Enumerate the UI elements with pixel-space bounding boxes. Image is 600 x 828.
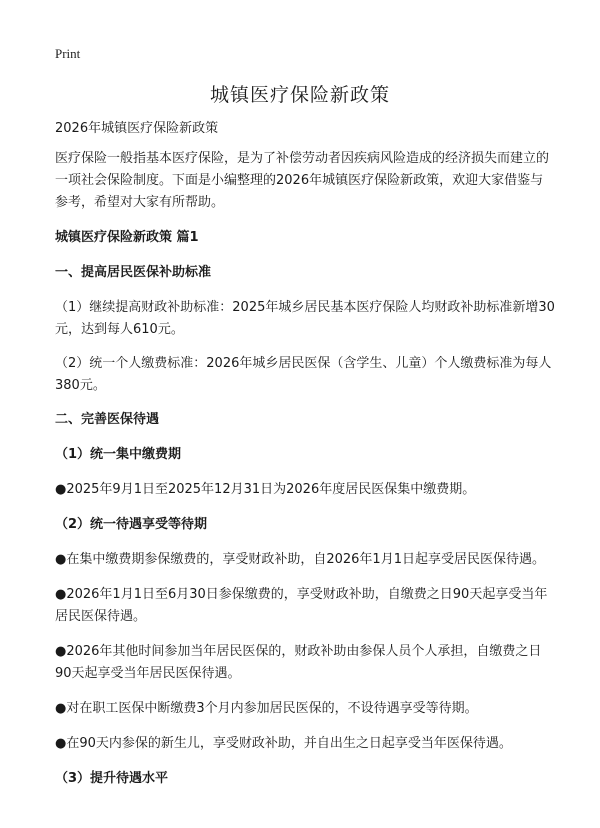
paragraph: （2）统一个人缴费标准：2026年城乡居民医保（含学生、儿童）个人缴费标准为每人380元。 (55, 356, 552, 393)
subsection-heading: （3）提升待遇水平 (55, 771, 169, 786)
paragraph: （1）继续提高财政补助标准：2025年城乡居民基本医疗保险人均财政补助标准新增30元，达到每人610元。 (55, 300, 555, 337)
bullet-item: ●2025年9月1日至2025年12月31日为2026年度居民医保集中缴费期。 (55, 482, 476, 497)
bullet-item: ●2026年1月1日至6月30日参保缴费的，享受财政补助，自缴费之日90天起享受当年居民医保待遇。 (55, 587, 548, 624)
article-heading: 城镇医疗保险新政策 篇1 (55, 230, 199, 245)
page-title: 城镇医疗保险新政策 (209, 84, 390, 106)
bullet-item: ●对在职工医保中断缴费3个月内参加居民医保的，不设待遇享受等待期。 (55, 701, 478, 716)
bullet-item: ●在90天内参保的新生儿，享受财政补助，并自出生之日起享受当年医保待遇。 (55, 736, 512, 751)
article-body (55, 118, 555, 803)
section-heading: 二、完善医保待遇 (55, 412, 160, 427)
bullet-item: ●2026年其他时间参加当年居民医保的，财政补助由参保人员个人承担，自缴费之日90天起享受当年居民医保待遇。 (55, 644, 542, 681)
article-subtitle: 2026年城镇医疗保险新政策 (55, 121, 219, 136)
subsection-heading: （2）统一待遇享受等待期 (55, 517, 208, 532)
intro-paragraph: 医疗保险一般指基本医疗保险，是为了补偿劳动者因疾病风险造成的经济损失而建立的一项社会保险制度。下面是小编整理的2026年城镇医疗保险新政策，欢迎大家借鉴与参考，希望对大家有所帮助。 (55, 151, 550, 210)
section-heading: 一、提高居民医保补助标准 (55, 265, 212, 280)
print-link[interactable]: Print (55, 46, 81, 61)
bullet-item: ●在集中缴费期参保缴费的，享受财政补助，自2026年1月1日起享受居民医保待遇。 (55, 552, 545, 567)
subsection-heading: （1）统一集中缴费期 (55, 447, 182, 462)
